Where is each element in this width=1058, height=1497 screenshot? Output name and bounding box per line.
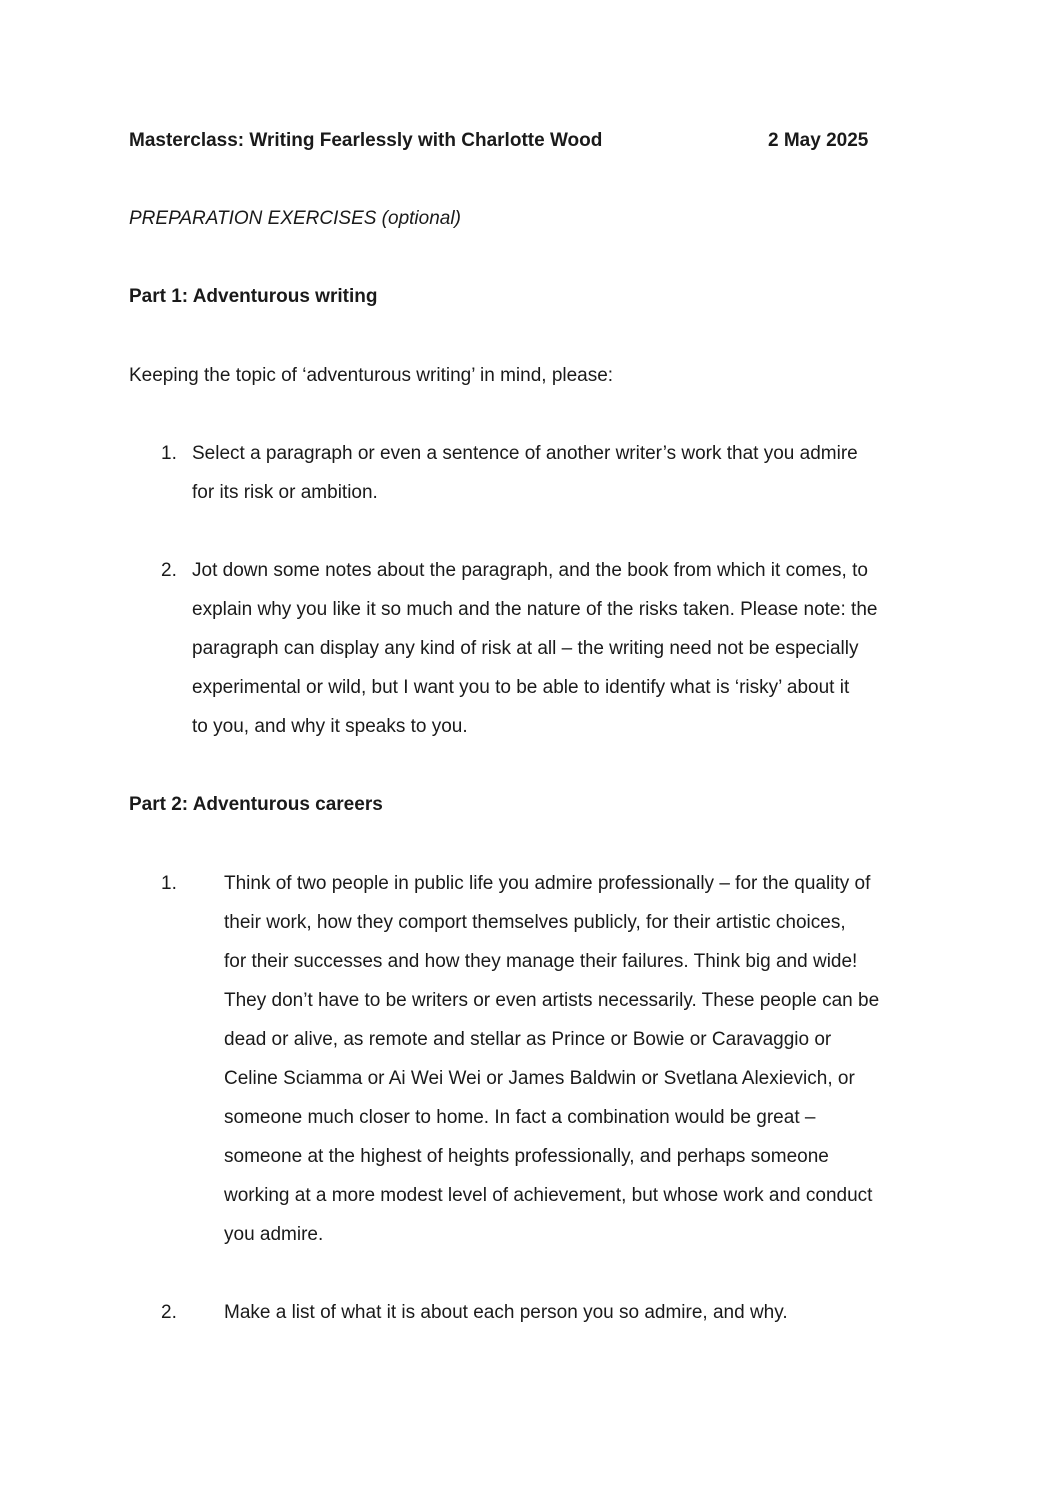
text-line: paragraph can display any kind of risk at all – the writing need not be especially <box>192 638 859 659</box>
part1-item-1-text <box>192 434 858 512</box>
text-line: someone at the highest of heights professionally, and perhaps someone <box>224 1146 829 1167</box>
part2-item-2-number: 2. <box>161 1302 177 1323</box>
text-line: to you, and why it speaks to you. <box>192 716 468 737</box>
part1-item-2-text <box>192 551 877 746</box>
part2-item-1-number: 1. <box>161 873 177 894</box>
text-line: someone much closer to home. In fact a combination would be great – <box>224 1107 816 1128</box>
text-line: Jot down some notes about the paragraph, and the book from which it comes, to <box>192 560 868 581</box>
text-line: Make a list of what it is about each person you so admire, and why. <box>224 1302 788 1323</box>
part1-item-1-number: 1. <box>161 443 177 464</box>
text-line: dead or alive, as remote and stellar as Prince or Bowie or Caravaggio or <box>224 1029 832 1050</box>
part1-item-2-number: 2. <box>161 560 177 581</box>
text-line: for their successes and how they manage their failures. Think big and wide! <box>224 951 858 972</box>
part2-item-2-text <box>224 1293 788 1332</box>
text-line: Select a paragraph or even a sentence of another writer’s work that you admire <box>192 443 858 464</box>
text-line: They don’t have to be writers or even artists necessarily. These people can be <box>224 990 880 1011</box>
text-line: experimental or wild, but I want you to be able to identify what is ‘risky’ about it <box>192 677 850 698</box>
part1-intro: Keeping the topic of ‘adventurous writing’ in mind, please: <box>129 365 614 386</box>
text-line: for its risk or ambition. <box>192 482 378 503</box>
part1-heading: Part 1: Adventurous writing <box>129 286 378 307</box>
document-subtitle: PREPARATION EXERCISES (optional) <box>129 208 461 229</box>
text-line: their work, how they comport themselves publicly, for their artistic choices, <box>224 912 846 933</box>
text-line: you admire. <box>224 1224 324 1245</box>
part2-heading: Part 2: Adventurous careers <box>129 794 383 815</box>
part2-item-1-text <box>224 864 879 1254</box>
document-title: Masterclass: Writing Fearlessly with Charlotte Wood <box>129 130 603 151</box>
document-date: 2 May 2025 <box>768 130 869 151</box>
text-line: explain why you like it so much and the nature of the risks taken. Please note: the <box>192 599 878 620</box>
text-line: Celine Sciamma or Ai Wei Wei or James Baldwin or Svetlana Alexievich, or <box>224 1068 855 1089</box>
text-line: Think of two people in public life you admire professionally – for the quality of <box>224 873 871 894</box>
text-line: working at a more modest level of achievement, but whose work and conduct <box>224 1185 873 1206</box>
